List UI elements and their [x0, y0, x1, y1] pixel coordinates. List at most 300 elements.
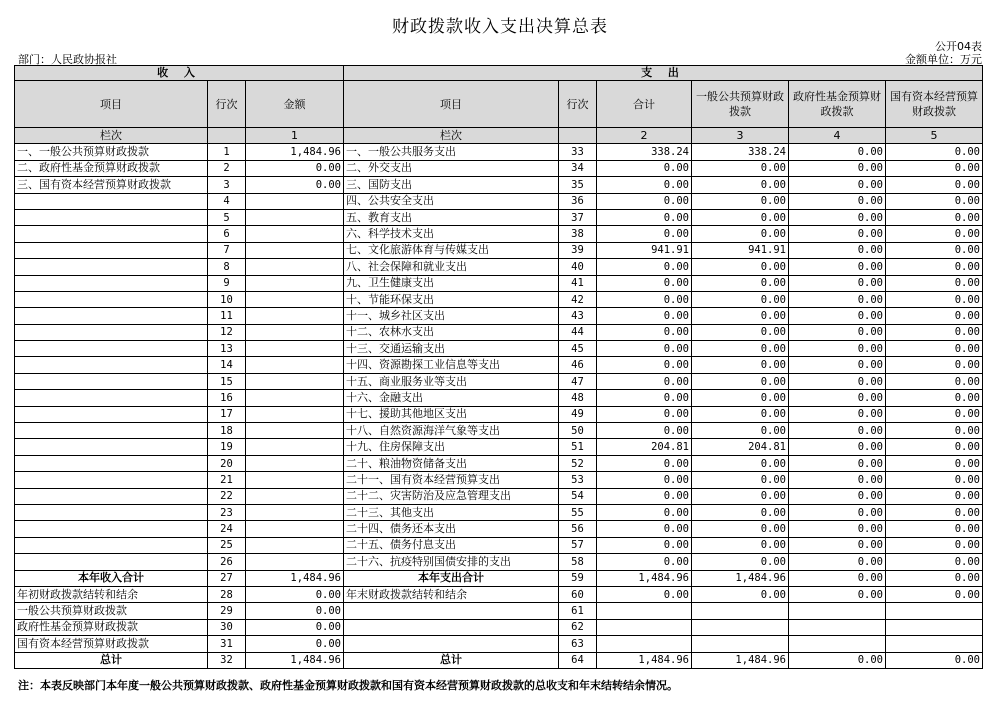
sub2-amount: 0.00: [246, 619, 344, 635]
expense-state: 0.00: [886, 439, 983, 455]
income-total-row: [15, 570, 983, 586]
grand-income-row-no: 32: [208, 652, 246, 668]
expense-row-no: 35: [559, 177, 597, 193]
expense-state: 0.00: [886, 521, 983, 537]
income-row-no: 16: [208, 390, 246, 406]
income-amount: [246, 308, 344, 324]
expense-row-no: 46: [559, 357, 597, 373]
expense-row-no: 34: [559, 160, 597, 176]
col-1: 1: [246, 128, 344, 144]
income-row-no: 5: [208, 209, 246, 225]
expense-row-no: 56: [559, 521, 597, 537]
sub3-empty-t: [597, 636, 692, 652]
income-amount: [246, 275, 344, 291]
sub2-empty-s: [886, 619, 983, 635]
income-amount: [246, 423, 344, 439]
carry-row-no: 28: [208, 586, 246, 602]
income-item: [15, 341, 208, 357]
sub3-exp-empty: [344, 636, 559, 652]
expense-total-f: 0.00: [789, 570, 886, 586]
expense-state: 0.00: [886, 308, 983, 324]
sub2-exp-empty: [344, 619, 559, 635]
income-row-no: 1: [208, 144, 246, 160]
expense-state: 0.00: [886, 324, 983, 340]
income-item: [15, 226, 208, 242]
income-item: [15, 193, 208, 209]
sub3-empty-f: [789, 636, 886, 652]
income-item: [15, 209, 208, 225]
expense-total: 0.00: [597, 406, 692, 422]
expense-row-no: 39: [559, 242, 597, 258]
expense-item: 二、外交支出: [344, 160, 559, 176]
expense-item: 十二、农林水支出: [344, 324, 559, 340]
sub2-row-no: 30: [208, 619, 246, 635]
expense-total: 0.00: [597, 177, 692, 193]
income-amount: [246, 242, 344, 258]
expense-item: 十四、资源勘探工业信息等支出: [344, 357, 559, 373]
expense-fund: 0.00: [789, 144, 886, 160]
expense-general: 0.00: [692, 275, 789, 291]
table-row: [15, 439, 983, 455]
sub1-empty-f: [789, 603, 886, 619]
expense-item: 七、文化旅游体育与传媒支出: [344, 242, 559, 258]
income-section-label: 收 入: [15, 66, 344, 81]
header-row2: 行次: [559, 81, 597, 128]
expense-state: 0.00: [886, 423, 983, 439]
carry-label: 年初财政拨款结转和结余: [15, 586, 208, 602]
expense-state: 0.00: [886, 357, 983, 373]
income-item: [15, 242, 208, 258]
expense-fund: 0.00: [789, 193, 886, 209]
expense-general: 204.81: [692, 439, 789, 455]
expense-general: 0.00: [692, 554, 789, 570]
expense-state: 0.00: [886, 341, 983, 357]
sub1-empty-t: [597, 603, 692, 619]
income-amount: [246, 324, 344, 340]
income-row-no: 21: [208, 472, 246, 488]
expense-item: 九、卫生健康支出: [344, 275, 559, 291]
form-number: 公开04表: [935, 40, 982, 53]
income-amount: [246, 193, 344, 209]
expense-fund: 0.00: [789, 308, 886, 324]
expense-fund: 0.00: [789, 226, 886, 242]
expense-item: 八、社会保障和就业支出: [344, 259, 559, 275]
expense-general: 0.00: [692, 521, 789, 537]
table-row: [15, 209, 983, 225]
expense-fund: 0.00: [789, 423, 886, 439]
expense-general: 0.00: [692, 455, 789, 471]
expense-total: 0.00: [597, 455, 692, 471]
expense-fund: 0.00: [789, 373, 886, 389]
expense-fund: 0.00: [789, 242, 886, 258]
header-row: 行次: [208, 81, 246, 128]
table-row: [15, 423, 983, 439]
income-amount: [246, 554, 344, 570]
section-header-row: [15, 66, 983, 81]
expense-total: 0.00: [597, 160, 692, 176]
income-row-no: 10: [208, 291, 246, 307]
expense-total: 0.00: [597, 259, 692, 275]
expense-row-no: 41: [559, 275, 597, 291]
expense-fund: 0.00: [789, 341, 886, 357]
carry-row: [15, 586, 983, 602]
table-row: [15, 537, 983, 553]
carry-exp-label: 年末财政拨款结转和结余: [344, 586, 559, 602]
expense-general: 0.00: [692, 537, 789, 553]
income-amount: [246, 406, 344, 422]
expense-state: 0.00: [886, 259, 983, 275]
expense-total: 338.24: [597, 144, 692, 160]
expense-item: 二十四、债务还本支出: [344, 521, 559, 537]
expense-row-no: 57: [559, 537, 597, 553]
income-item: [15, 455, 208, 471]
expense-item: 二十五、债务付息支出: [344, 537, 559, 553]
sub1-exp-row-no: 61: [559, 603, 597, 619]
header-state: 国有资本经营预算财政拨款: [886, 81, 983, 128]
expense-item: 六、科学技术支出: [344, 226, 559, 242]
sub2-label: 政府性基金预算财政拨款: [15, 619, 208, 635]
expense-fund: 0.00: [789, 160, 886, 176]
income-row-no: 26: [208, 554, 246, 570]
grand-income-label: 总计: [15, 652, 208, 668]
table-row: [15, 177, 983, 193]
income-amount: [246, 488, 344, 504]
income-row-no: 7: [208, 242, 246, 258]
table-row: [15, 504, 983, 520]
table-row: [15, 373, 983, 389]
expense-state: 0.00: [886, 455, 983, 471]
income-row-no: 13: [208, 341, 246, 357]
expense-total: 0.00: [597, 291, 692, 307]
income-row-no: 23: [208, 504, 246, 520]
col-5: 5: [886, 128, 983, 144]
expense-fund: 0.00: [789, 357, 886, 373]
income-item: [15, 259, 208, 275]
income-row-no: 3: [208, 177, 246, 193]
income-row-no: 9: [208, 275, 246, 291]
sub1-empty-g: [692, 603, 789, 619]
sub2-empty-g: [692, 619, 789, 635]
grand-expense-row-no: 64: [559, 652, 597, 668]
expense-row-no: 38: [559, 226, 597, 242]
col-3: 3: [692, 128, 789, 144]
expense-fund: 0.00: [789, 455, 886, 471]
expense-fund: 0.00: [789, 177, 886, 193]
expense-row-no: 45: [559, 341, 597, 357]
expense-general: 0.00: [692, 226, 789, 242]
income-total-row-no: 27: [208, 570, 246, 586]
expense-fund: 0.00: [789, 275, 886, 291]
expense-general: 0.00: [692, 259, 789, 275]
income-amount: [246, 291, 344, 307]
income-row-no: 8: [208, 259, 246, 275]
header-fund: 政府性基金预算财政拨款: [789, 81, 886, 128]
expense-general: 0.00: [692, 373, 789, 389]
income-amount: [246, 390, 344, 406]
expense-state: 0.00: [886, 472, 983, 488]
income-amount: [246, 259, 344, 275]
expense-total: 0.00: [597, 275, 692, 291]
header-amount: 金额: [246, 81, 344, 128]
income-item: [15, 291, 208, 307]
expense-fund: 0.00: [789, 537, 886, 553]
expense-row-no: 33: [559, 144, 597, 160]
income-item: [15, 373, 208, 389]
income-row-no: 6: [208, 226, 246, 242]
sub1-exp-empty: [344, 603, 559, 619]
expense-item: 十、节能环保支出: [344, 291, 559, 307]
expense-general: 0.00: [692, 406, 789, 422]
sub1-empty-s: [886, 603, 983, 619]
expense-row-no: 51: [559, 439, 597, 455]
header-general: 一般公共预算财政拨款: [692, 81, 789, 128]
expense-general: 0.00: [692, 504, 789, 520]
expense-general: 0.00: [692, 209, 789, 225]
expense-fund: 0.00: [789, 521, 886, 537]
table-row: [15, 406, 983, 422]
sub2-empty-t: [597, 619, 692, 635]
expense-general: 0.00: [692, 341, 789, 357]
footnote: 注：本表反映部门本年度一般公共预算财政拨款、政府性基金预算财政拨款和国有资本经营预算财政拨款的总收支和年末结转结余情况。: [18, 679, 678, 692]
table-row: [15, 554, 983, 570]
sub3-empty-g: [692, 636, 789, 652]
expense-section-label: 支 出: [344, 66, 983, 81]
income-item: 二、政府性基金预算财政拨款: [15, 160, 208, 176]
expense-item: 二十六、抗疫特别国债安排的支出: [344, 554, 559, 570]
report-title: 财政拨款收入支出决算总表: [392, 17, 608, 37]
grand-total-row: [15, 652, 983, 668]
expense-row-no: 44: [559, 324, 597, 340]
expense-general: 338.24: [692, 144, 789, 160]
expense-total: 0.00: [597, 308, 692, 324]
expense-item: 十八、自然资源海洋气象等支出: [344, 423, 559, 439]
sub3-exp-row-no: 63: [559, 636, 597, 652]
expense-total-row-no: 59: [559, 570, 597, 586]
col-label: 栏次: [15, 128, 208, 144]
income-amount: [246, 209, 344, 225]
table-row: [15, 275, 983, 291]
income-item: 一、一般公共预算财政拨款: [15, 144, 208, 160]
expense-total: 0.00: [597, 554, 692, 570]
income-item: [15, 308, 208, 324]
expense-fund: 0.00: [789, 488, 886, 504]
expense-item: 十三、交通运输支出: [344, 341, 559, 357]
income-amount: [246, 439, 344, 455]
expense-general: 0.00: [692, 308, 789, 324]
expense-state: 0.00: [886, 209, 983, 225]
income-amount: 0.00: [246, 177, 344, 193]
expense-item: 二十一、国有资本经营预算支出: [344, 472, 559, 488]
expense-total: 0.00: [597, 226, 692, 242]
table-row: [15, 291, 983, 307]
expense-fund: 0.00: [789, 390, 886, 406]
income-amount: 0.00: [246, 160, 344, 176]
col-empty2: [559, 128, 597, 144]
expense-item: 五、教育支出: [344, 209, 559, 225]
expense-fund: 0.00: [789, 291, 886, 307]
column-number-row: [15, 128, 983, 144]
expense-total: 0.00: [597, 488, 692, 504]
expense-state: 0.00: [886, 193, 983, 209]
department-label: 部门：人民政协报社: [18, 53, 117, 66]
expense-total: 0.00: [597, 324, 692, 340]
expense-row-no: 40: [559, 259, 597, 275]
expense-row-no: 55: [559, 504, 597, 520]
carry-f: 0.00: [789, 586, 886, 602]
income-item: [15, 406, 208, 422]
expense-fund: 0.00: [789, 439, 886, 455]
expense-general: 0.00: [692, 357, 789, 373]
income-row-no: 25: [208, 537, 246, 553]
col-4: 4: [789, 128, 886, 144]
expense-total: 0.00: [597, 423, 692, 439]
income-item: [15, 390, 208, 406]
expense-state: 0.00: [886, 177, 983, 193]
grand-f: 0.00: [789, 652, 886, 668]
table-row: [15, 193, 983, 209]
expense-total: 0.00: [597, 209, 692, 225]
col-label2: 栏次: [344, 128, 559, 144]
unit-label: 金额单位：万元: [905, 53, 982, 66]
header-total: 合计: [597, 81, 692, 128]
table-row: [15, 226, 983, 242]
header-item: 项目: [15, 81, 208, 128]
income-amount: [246, 226, 344, 242]
carry-exp-row-no: 60: [559, 586, 597, 602]
carry-t: 0.00: [597, 586, 692, 602]
income-item: [15, 357, 208, 373]
expense-fund: 0.00: [789, 324, 886, 340]
expense-row-no: 37: [559, 209, 597, 225]
table-row: [15, 390, 983, 406]
expense-general: 0.00: [692, 193, 789, 209]
expense-total-label: 本年支出合计: [344, 570, 559, 586]
expense-total: 0.00: [597, 357, 692, 373]
expense-total: 0.00: [597, 472, 692, 488]
expense-item: 十五、商业服务业等支出: [344, 373, 559, 389]
expense-state: 0.00: [886, 242, 983, 258]
sub3-row: [15, 636, 983, 652]
table-row: [15, 341, 983, 357]
expense-state: 0.00: [886, 390, 983, 406]
expense-fund: 0.00: [789, 209, 886, 225]
grand-income-amount: 1,484.96: [246, 652, 344, 668]
sub1-label: 一般公共预算财政拨款: [15, 603, 208, 619]
expense-item: 十七、援助其他地区支出: [344, 406, 559, 422]
income-row-no: 4: [208, 193, 246, 209]
expense-state: 0.00: [886, 537, 983, 553]
sub1-amount: 0.00: [246, 603, 344, 619]
expense-item: 三、国防支出: [344, 177, 559, 193]
income-row-no: 14: [208, 357, 246, 373]
expense-item: 二十、粮油物资储备支出: [344, 455, 559, 471]
income-amount: [246, 373, 344, 389]
expense-total: 0.00: [597, 521, 692, 537]
expense-general: 0.00: [692, 177, 789, 193]
income-row-no: 24: [208, 521, 246, 537]
income-row-no: 19: [208, 439, 246, 455]
expense-item: 二十二、灾害防治及应急管理支出: [344, 488, 559, 504]
expense-item: 四、公共安全支出: [344, 193, 559, 209]
income-item: [15, 439, 208, 455]
table-row: [15, 308, 983, 324]
column-header-row: [15, 81, 983, 128]
expense-fund: 0.00: [789, 504, 886, 520]
income-item: 三、国有资本经营预算财政拨款: [15, 177, 208, 193]
expense-total-g: 1,484.96: [692, 570, 789, 586]
expense-row-no: 47: [559, 373, 597, 389]
expense-total: 0.00: [597, 390, 692, 406]
expense-general: 0.00: [692, 423, 789, 439]
carry-g: 0.00: [692, 586, 789, 602]
expense-state: 0.00: [886, 554, 983, 570]
expense-total: 0.00: [597, 537, 692, 553]
expense-general: 0.00: [692, 390, 789, 406]
col-2: 2: [597, 128, 692, 144]
income-row-no: 18: [208, 423, 246, 439]
carry-s: 0.00: [886, 586, 983, 602]
expense-general: 0.00: [692, 291, 789, 307]
expense-row-no: 50: [559, 423, 597, 439]
carry-amount: 0.00: [246, 586, 344, 602]
expense-total: 0.00: [597, 341, 692, 357]
income-item: [15, 488, 208, 504]
expense-state: 0.00: [886, 488, 983, 504]
expense-row-no: 43: [559, 308, 597, 324]
expense-row-no: 58: [559, 554, 597, 570]
income-row-no: 2: [208, 160, 246, 176]
expense-general: 941.91: [692, 242, 789, 258]
grand-t: 1,484.96: [597, 652, 692, 668]
table-row: [15, 144, 983, 160]
expense-total: 941.91: [597, 242, 692, 258]
expense-general: 0.00: [692, 324, 789, 340]
expense-item: 二十三、其他支出: [344, 504, 559, 520]
expense-state: 0.00: [886, 373, 983, 389]
income-amount: [246, 357, 344, 373]
income-row-no: 17: [208, 406, 246, 422]
expense-total: 0.00: [597, 193, 692, 209]
income-row-no: 15: [208, 373, 246, 389]
budget-table: [14, 65, 983, 669]
grand-s: 0.00: [886, 652, 983, 668]
sub2-empty-f: [789, 619, 886, 635]
expense-state: 0.00: [886, 406, 983, 422]
table-row: [15, 357, 983, 373]
expense-row-no: 54: [559, 488, 597, 504]
table-row: [15, 160, 983, 176]
table-row: [15, 521, 983, 537]
sub2-exp-row-no: 62: [559, 619, 597, 635]
expense-state: 0.00: [886, 160, 983, 176]
expense-state: 0.00: [886, 275, 983, 291]
sub2-row: [15, 619, 983, 635]
expense-row-no: 48: [559, 390, 597, 406]
grand-expense-label: 总计: [344, 652, 559, 668]
expense-fund: 0.00: [789, 406, 886, 422]
expense-state: 0.00: [886, 291, 983, 307]
income-item: [15, 472, 208, 488]
grand-g: 1,484.96: [692, 652, 789, 668]
sub3-amount: 0.00: [246, 636, 344, 652]
table-row: [15, 324, 983, 340]
expense-item: 一、一般公共服务支出: [344, 144, 559, 160]
expense-total: 204.81: [597, 439, 692, 455]
expense-general: 0.00: [692, 488, 789, 504]
expense-row-no: 49: [559, 406, 597, 422]
income-item: [15, 537, 208, 553]
expense-item: 十六、金融支出: [344, 390, 559, 406]
